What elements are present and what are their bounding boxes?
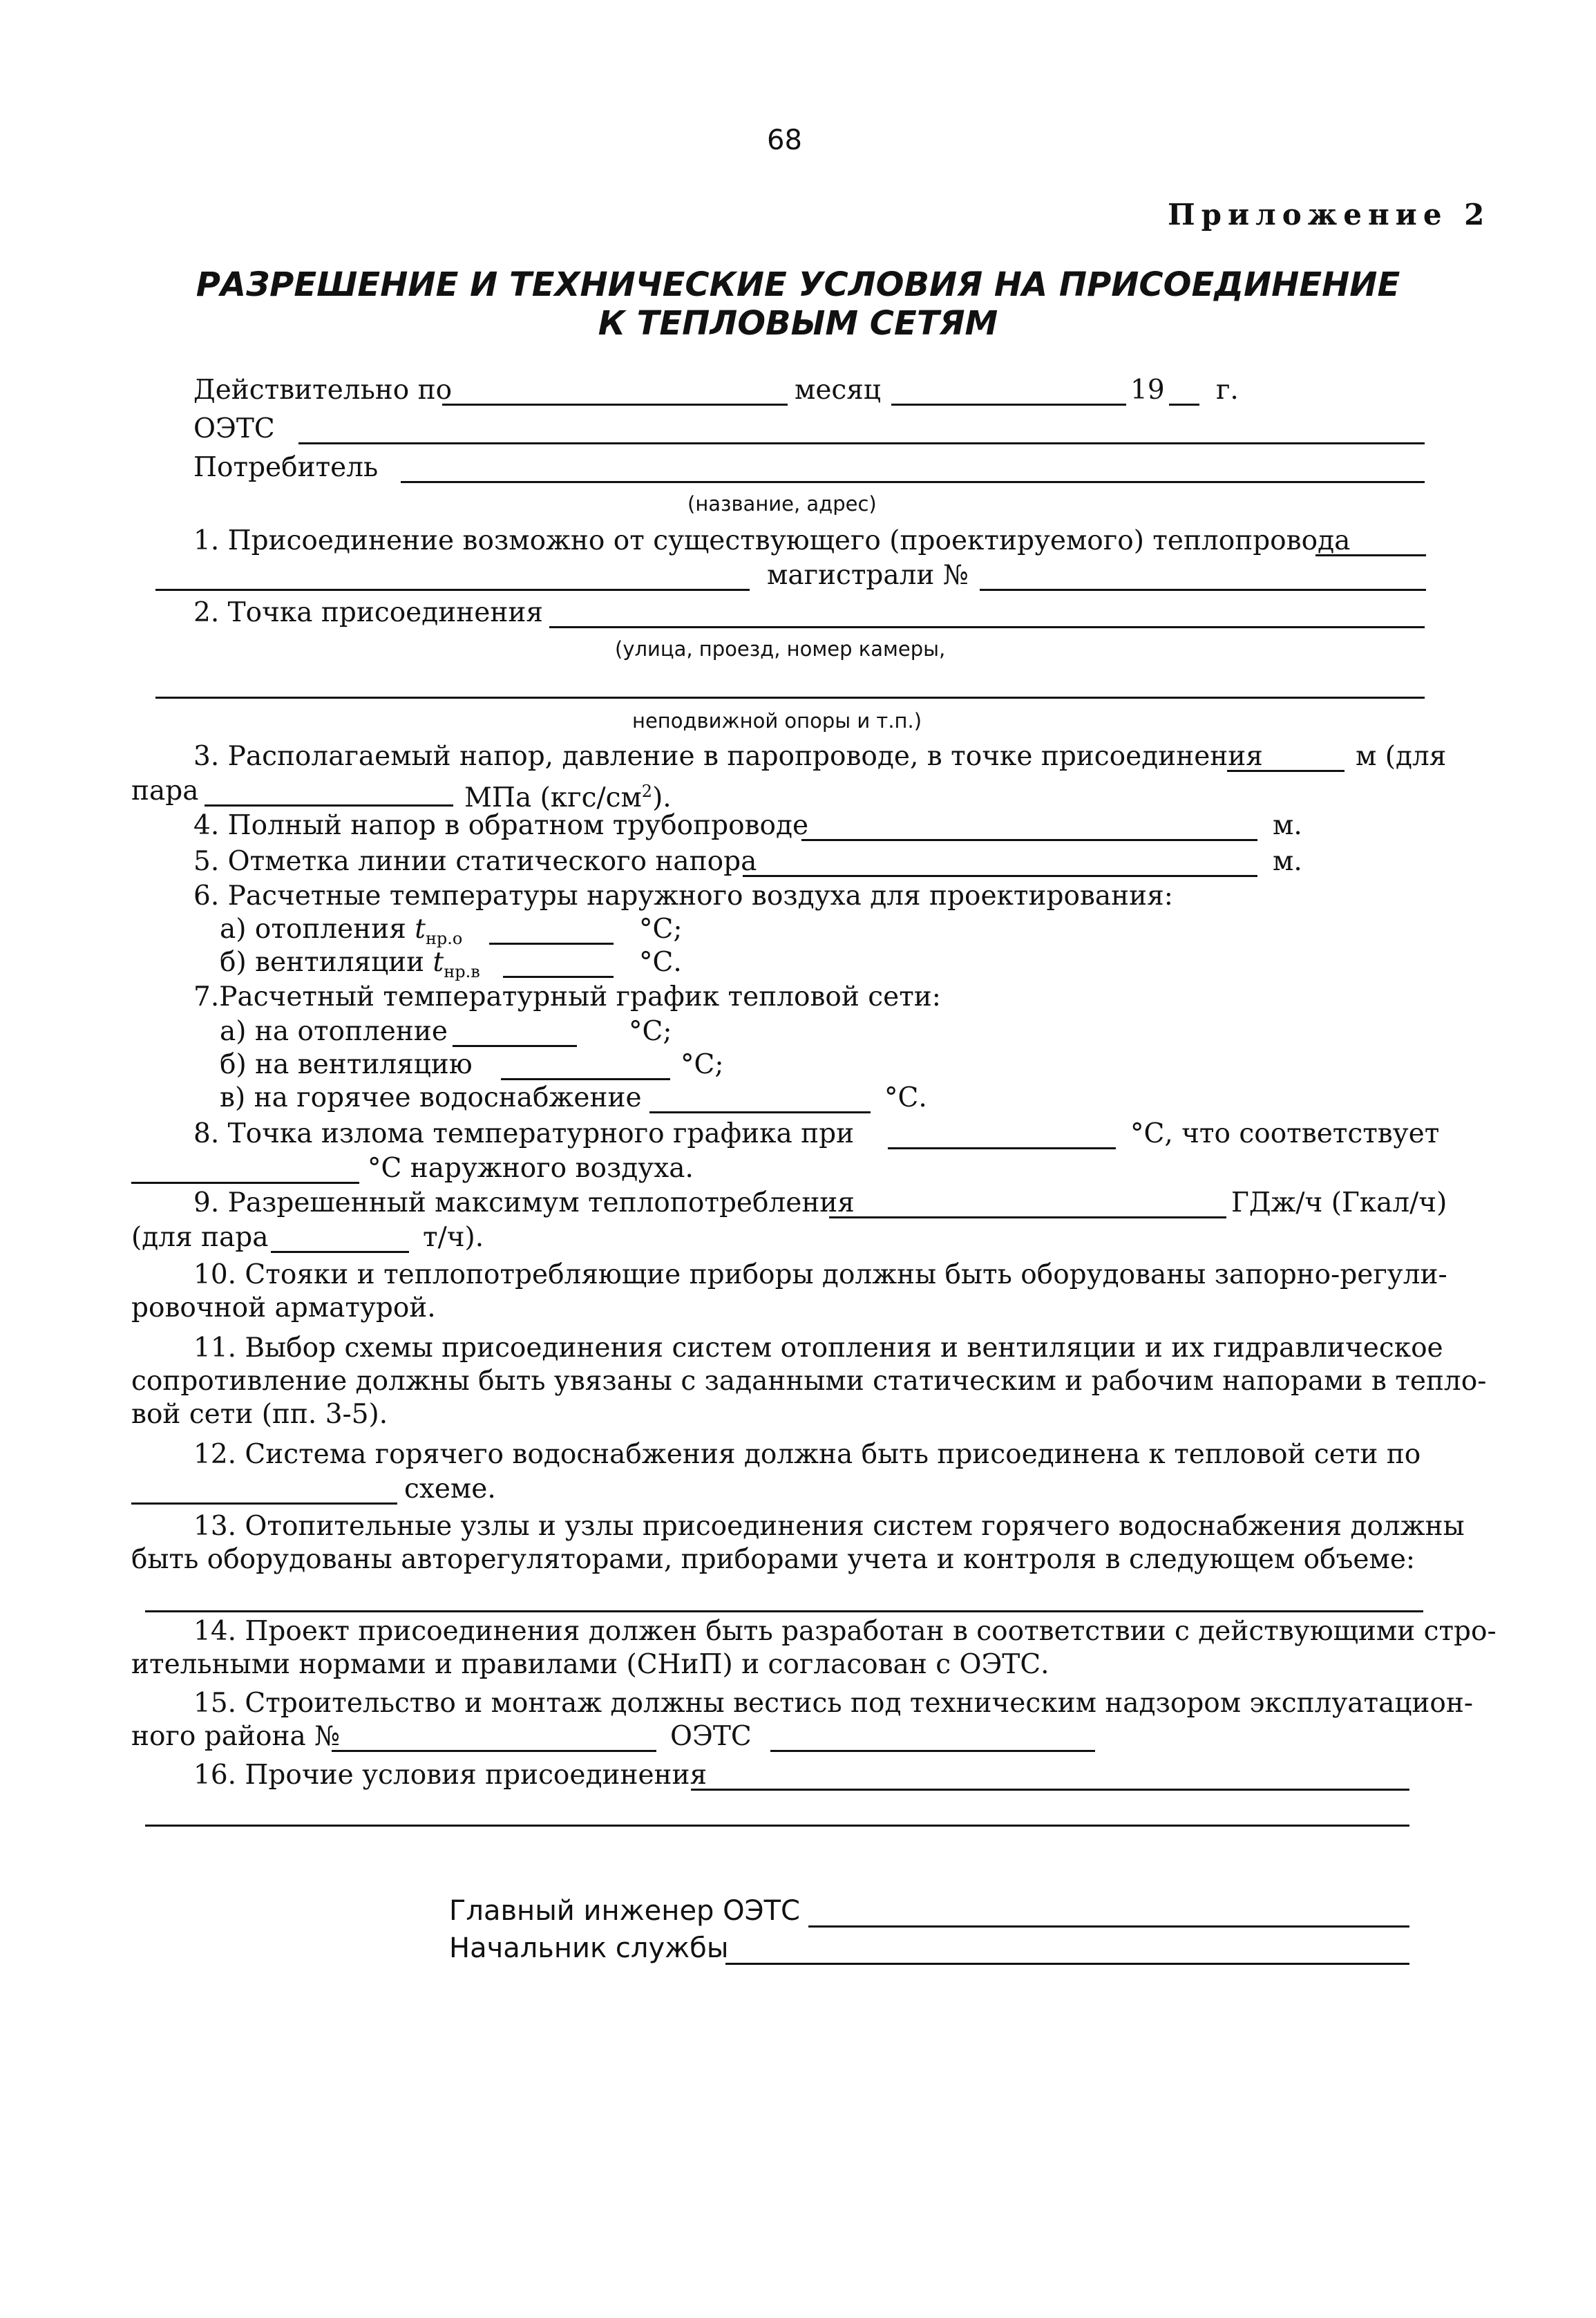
item7b-label: б) на вентиляцию xyxy=(220,1049,473,1080)
valid-to-label: Действительно по xyxy=(193,375,453,406)
item7a-unit: °С; xyxy=(629,1016,672,1047)
item9-unit: ГДж/ч (Гкал/ч) xyxy=(1231,1187,1447,1218)
item13-line1: 13. Отопительные узлы и узлы присоединения систем горячего водоснабжения должны xyxy=(193,1511,1465,1542)
item9-steam-label: (для пара xyxy=(131,1222,269,1253)
item5-text: 5. Отметка линии статического напора xyxy=(193,846,757,877)
head-of-service-signature-field[interactable] xyxy=(725,1963,1409,1965)
item5-unit: м. xyxy=(1273,846,1302,877)
item7-text: 7.Расчетный температурный график тепловой сети: xyxy=(193,981,941,1012)
consumer-label: Потребитель xyxy=(193,452,379,483)
item7b-unit: °С; xyxy=(681,1049,724,1080)
item7c-field[interactable] xyxy=(649,1111,871,1113)
document-title-line1: РАЗРЕШЕНИЕ И ТЕХНИЧЕСКИЕ УСЛОВИЯ НА ПРИСОЕДИНЕНИЕ xyxy=(196,265,1400,304)
item2-field[interactable] xyxy=(549,626,1425,628)
year-prefix: 19 xyxy=(1130,375,1165,406)
item9-field[interactable] xyxy=(829,1216,1226,1218)
item16-text: 16. Прочие условия присоединения xyxy=(193,1760,707,1791)
month-field[interactable] xyxy=(891,404,1126,406)
item6a-label: а) отопления $t_{нр.о}$ xyxy=(220,914,463,948)
item16-field-cont[interactable] xyxy=(145,1825,1409,1827)
oets-label: ОЭТС xyxy=(193,413,275,444)
chief-engineer-signature-field[interactable] xyxy=(808,1925,1409,1928)
item6b-unit: °С. xyxy=(639,947,682,978)
item13-field[interactable] xyxy=(145,1610,1423,1612)
item2-caption1: (улица, проезд, номер камеры, xyxy=(615,637,946,661)
item8-break-field[interactable] xyxy=(888,1147,1116,1149)
item2-field-cont[interactable] xyxy=(155,697,1425,699)
item8-text: 8. Точка излома температурного графика при xyxy=(193,1118,855,1149)
item4-unit: м. xyxy=(1273,810,1302,841)
item8-unit: °С, что соответствует xyxy=(1130,1118,1440,1149)
item15-line1: 15. Строительство и монтаж должны вестись под техническим надзором эксплуатацион- xyxy=(193,1688,1474,1719)
item3-steam-unit: МПа $(кгс/см^2)$. xyxy=(464,782,672,813)
document-title-line2: К ТЕПЛОВЫМ СЕТЯМ xyxy=(598,304,998,343)
item7c-label: в) на горячее водоснабжение xyxy=(220,1082,642,1113)
year-suffix: г. xyxy=(1216,375,1239,406)
item7a-field[interactable] xyxy=(453,1045,577,1047)
page-number: 68 xyxy=(767,124,802,156)
consumer-field[interactable] xyxy=(401,481,1425,483)
item6b-field[interactable] xyxy=(503,976,614,978)
item3-steam-field[interactable] xyxy=(205,804,453,807)
item14-line1: 14. Проект присоединения должен быть разработан в соответствии с действующими стро- xyxy=(193,1616,1497,1647)
item15-district-field[interactable] xyxy=(332,1750,656,1752)
item15-oets-label: ОЭТС xyxy=(670,1721,752,1752)
item2-text: 2. Точка присоединения xyxy=(193,597,543,628)
item11-line1: 11. Выбор схемы присоединения систем отопления и вентиляции и их гидравлическое xyxy=(193,1332,1443,1364)
month-label: месяц xyxy=(795,375,881,406)
oets-field[interactable] xyxy=(298,442,1425,444)
item4-field[interactable] xyxy=(801,839,1257,841)
item3-text: 3. Располагаемый напор, давление в паропроводе, в точке присоединения xyxy=(193,741,1263,772)
item10-line1: 10. Стояки и теплопотребляющие приборы должны быть оборудованы запорно-регули- xyxy=(193,1259,1447,1290)
item15-oets-field[interactable] xyxy=(770,1750,1095,1752)
item10-line2: ровочной арматурой. xyxy=(131,1292,436,1323)
item12-scheme-field[interactable] xyxy=(131,1502,397,1505)
item9-text: 9. Разрешенный максимум теплопотребления xyxy=(193,1187,855,1218)
item13-line2: быть оборудованы авторегуляторами, приборами учета и контроля в следующем объеме: xyxy=(131,1544,1416,1575)
item7a-label: а) на отопление xyxy=(220,1016,448,1047)
item6b-label: б) вентиляции $t_{нр.в}$ xyxy=(220,947,480,981)
item12-line1: 12. Система горячего водоснабжения должна быть присоединена к тепловой сети по xyxy=(193,1439,1421,1470)
item1-pipeline-field[interactable] xyxy=(1315,554,1426,556)
item5-field[interactable] xyxy=(743,875,1257,877)
year-field[interactable] xyxy=(1169,404,1199,406)
item15-district-label: ного района № xyxy=(131,1721,341,1752)
item3-unit: м (для xyxy=(1356,741,1447,772)
item11-line2: сопротивление должны быть увязаны с заданными статическим и рабочим напорами в тепло- xyxy=(131,1366,1487,1397)
item8-outdoor-field[interactable] xyxy=(131,1182,359,1184)
item12-line2: схеме. xyxy=(404,1473,496,1505)
chief-engineer-label: Главный инженер ОЭТС xyxy=(449,1895,800,1927)
item1-main-label: магистрали № xyxy=(767,560,969,591)
item2-caption2: неподвижной опоры и т.п.) xyxy=(632,709,922,733)
item9-steam-unit: т/ч). xyxy=(423,1222,484,1253)
head-of-service-label: Начальник службы xyxy=(449,1932,729,1964)
item4-text: 4. Полный напор в обратном трубопроводе xyxy=(193,810,809,841)
item3-steam-label: пара xyxy=(131,775,199,807)
appendix-label: Приложение 2 xyxy=(1168,198,1491,232)
item9-steam-field[interactable] xyxy=(271,1251,409,1253)
item6a-field[interactable] xyxy=(489,943,614,945)
item3-head-field[interactable] xyxy=(1227,770,1345,772)
item6-text: 6. Расчетные температуры наружного воздуха для проектирования: xyxy=(193,880,1173,912)
item1-main-field[interactable] xyxy=(980,589,1426,591)
item1-text: 1. Присоединение возможно от существующего (проектируемого) теплопровода xyxy=(193,525,1351,556)
item16-field[interactable] xyxy=(691,1789,1409,1791)
item8-outdoor-unit: °С наружного воздуха. xyxy=(368,1153,694,1184)
item7c-unit: °С. xyxy=(884,1082,927,1113)
item11-line3: вой сети (пп. 3-5). xyxy=(131,1399,388,1430)
valid-to-field[interactable] xyxy=(442,404,788,406)
item7b-field[interactable] xyxy=(501,1078,670,1080)
item6a-unit: °С; xyxy=(639,914,683,945)
item1-pipeline-field-cont[interactable] xyxy=(155,589,750,591)
item14-line2: ительными нормами и правилами (СНиП) и согласован с ОЭТС. xyxy=(131,1649,1049,1680)
consumer-caption: (название, адрес) xyxy=(687,492,877,516)
